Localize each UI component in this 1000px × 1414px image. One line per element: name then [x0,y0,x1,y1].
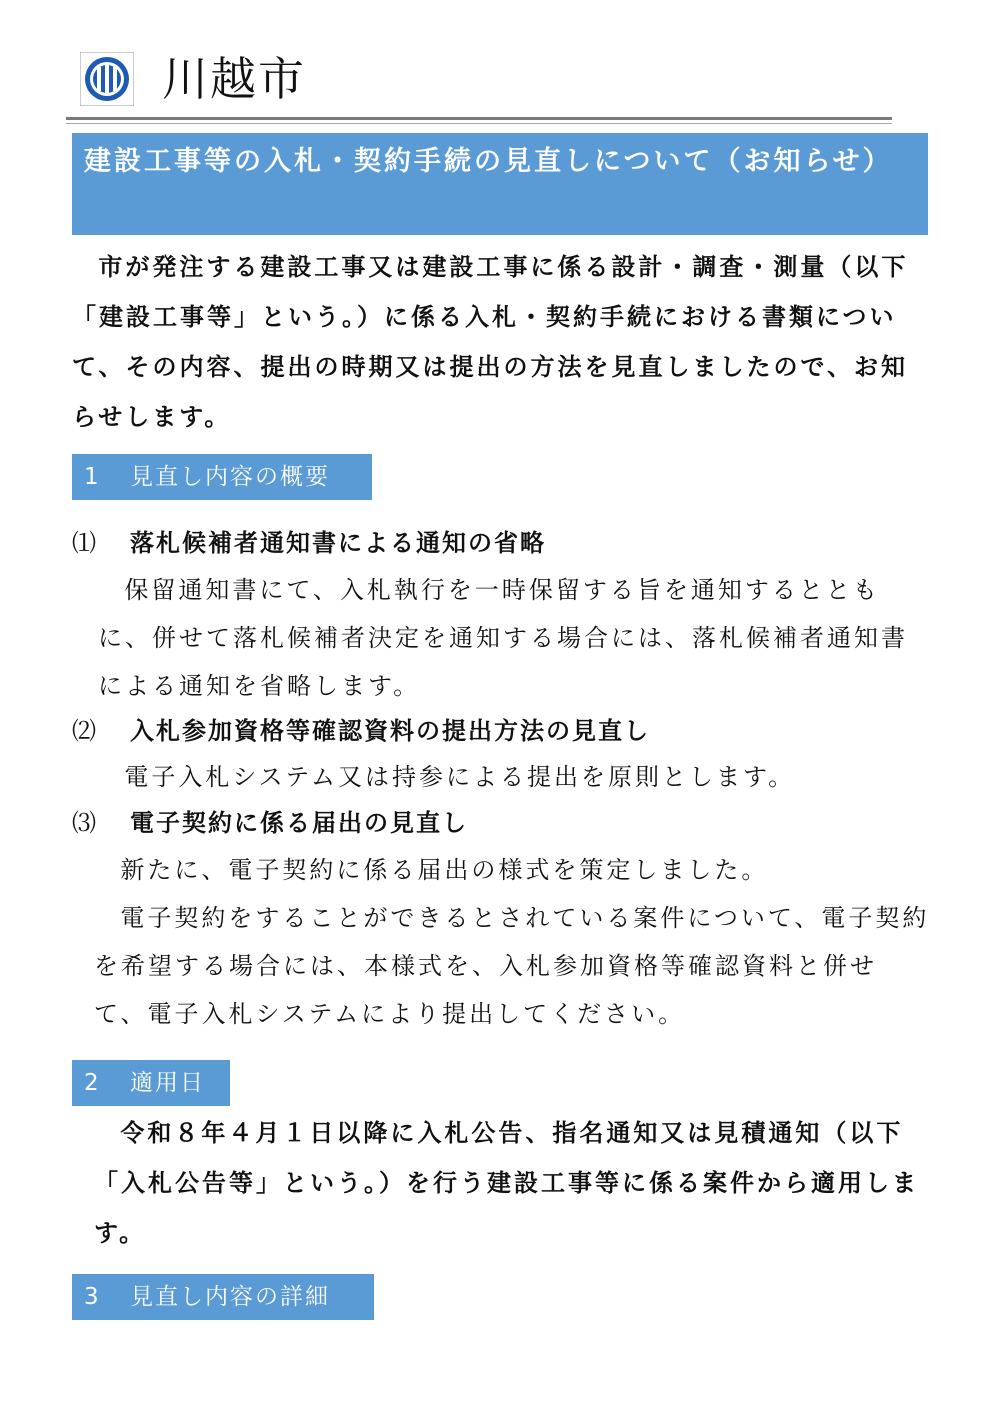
item-number: ⑶ [72,809,98,837]
item-body-3a: 新たに、電子契約に係る届出の様式を策定しました。 [120,856,769,884]
header [80,52,306,106]
item-body-2: 電子入札システム又は持参による提出を原則とします。 [124,763,796,791]
item-heading-1 [72,520,546,566]
city-name: 川越市 [162,52,306,106]
city-emblem-icon [80,52,134,106]
item-body-3b: 電子契約をすることができるとされている案件について、電子契約を希望する場合には、本様式を、入札参加資格等確認資料と併せて、電子入札システムにより提出してください。 [94,904,930,1028]
item-number: ⑴ [72,529,98,557]
intro-paragraph: 市が発注する建設工事又は建設工事に係る設計・調査・測量（以下「建設工事等」という。）に係る入札・契約手続における書類について、その内容、提出の時期又は提出の方法を見直しましたので、お知らせします。 [72,253,909,431]
section-number: 3 [84,1284,101,1310]
section-number: 2 [84,1070,101,1096]
section-number: 1 [84,464,101,490]
section-label: 適用日 [130,1070,205,1096]
section-label: 見直し内容の詳細 [130,1284,330,1310]
section-heading-1 [72,454,372,500]
header-divider-thin [66,123,892,124]
item-heading: 入札参加資格等確認資料の提出方法の見直し [130,717,650,745]
item-heading-3 [72,800,468,846]
page-title: 建設工事等の入札・契約手続の見直しについて（お知らせ） [72,133,928,235]
item-body-1: 保留通知書にて、入札執行を一時保留する旨を通知するとともに、併せて落札候補者決定を通知する場合には、落札候補者通知書による通知を省略します。 [98,576,908,700]
item-heading-2 [72,708,650,754]
section-label: 見直し内容の概要 [130,464,330,490]
item-heading: 落札候補者通知書による通知の省略 [130,529,546,557]
item-heading: 電子契約に係る届出の見直し [130,809,468,837]
section-heading-2 [72,1060,230,1106]
section-heading-3 [72,1274,374,1320]
effective-date-paragraph: 令和８年４月１日以降に入札公告、指名通知又は見積通知（以下「入札公告等」という。）を行う建設工事等に係る案件から適用します。 [94,1119,919,1247]
item-number: ⑵ [72,717,98,745]
header-divider [66,117,892,120]
